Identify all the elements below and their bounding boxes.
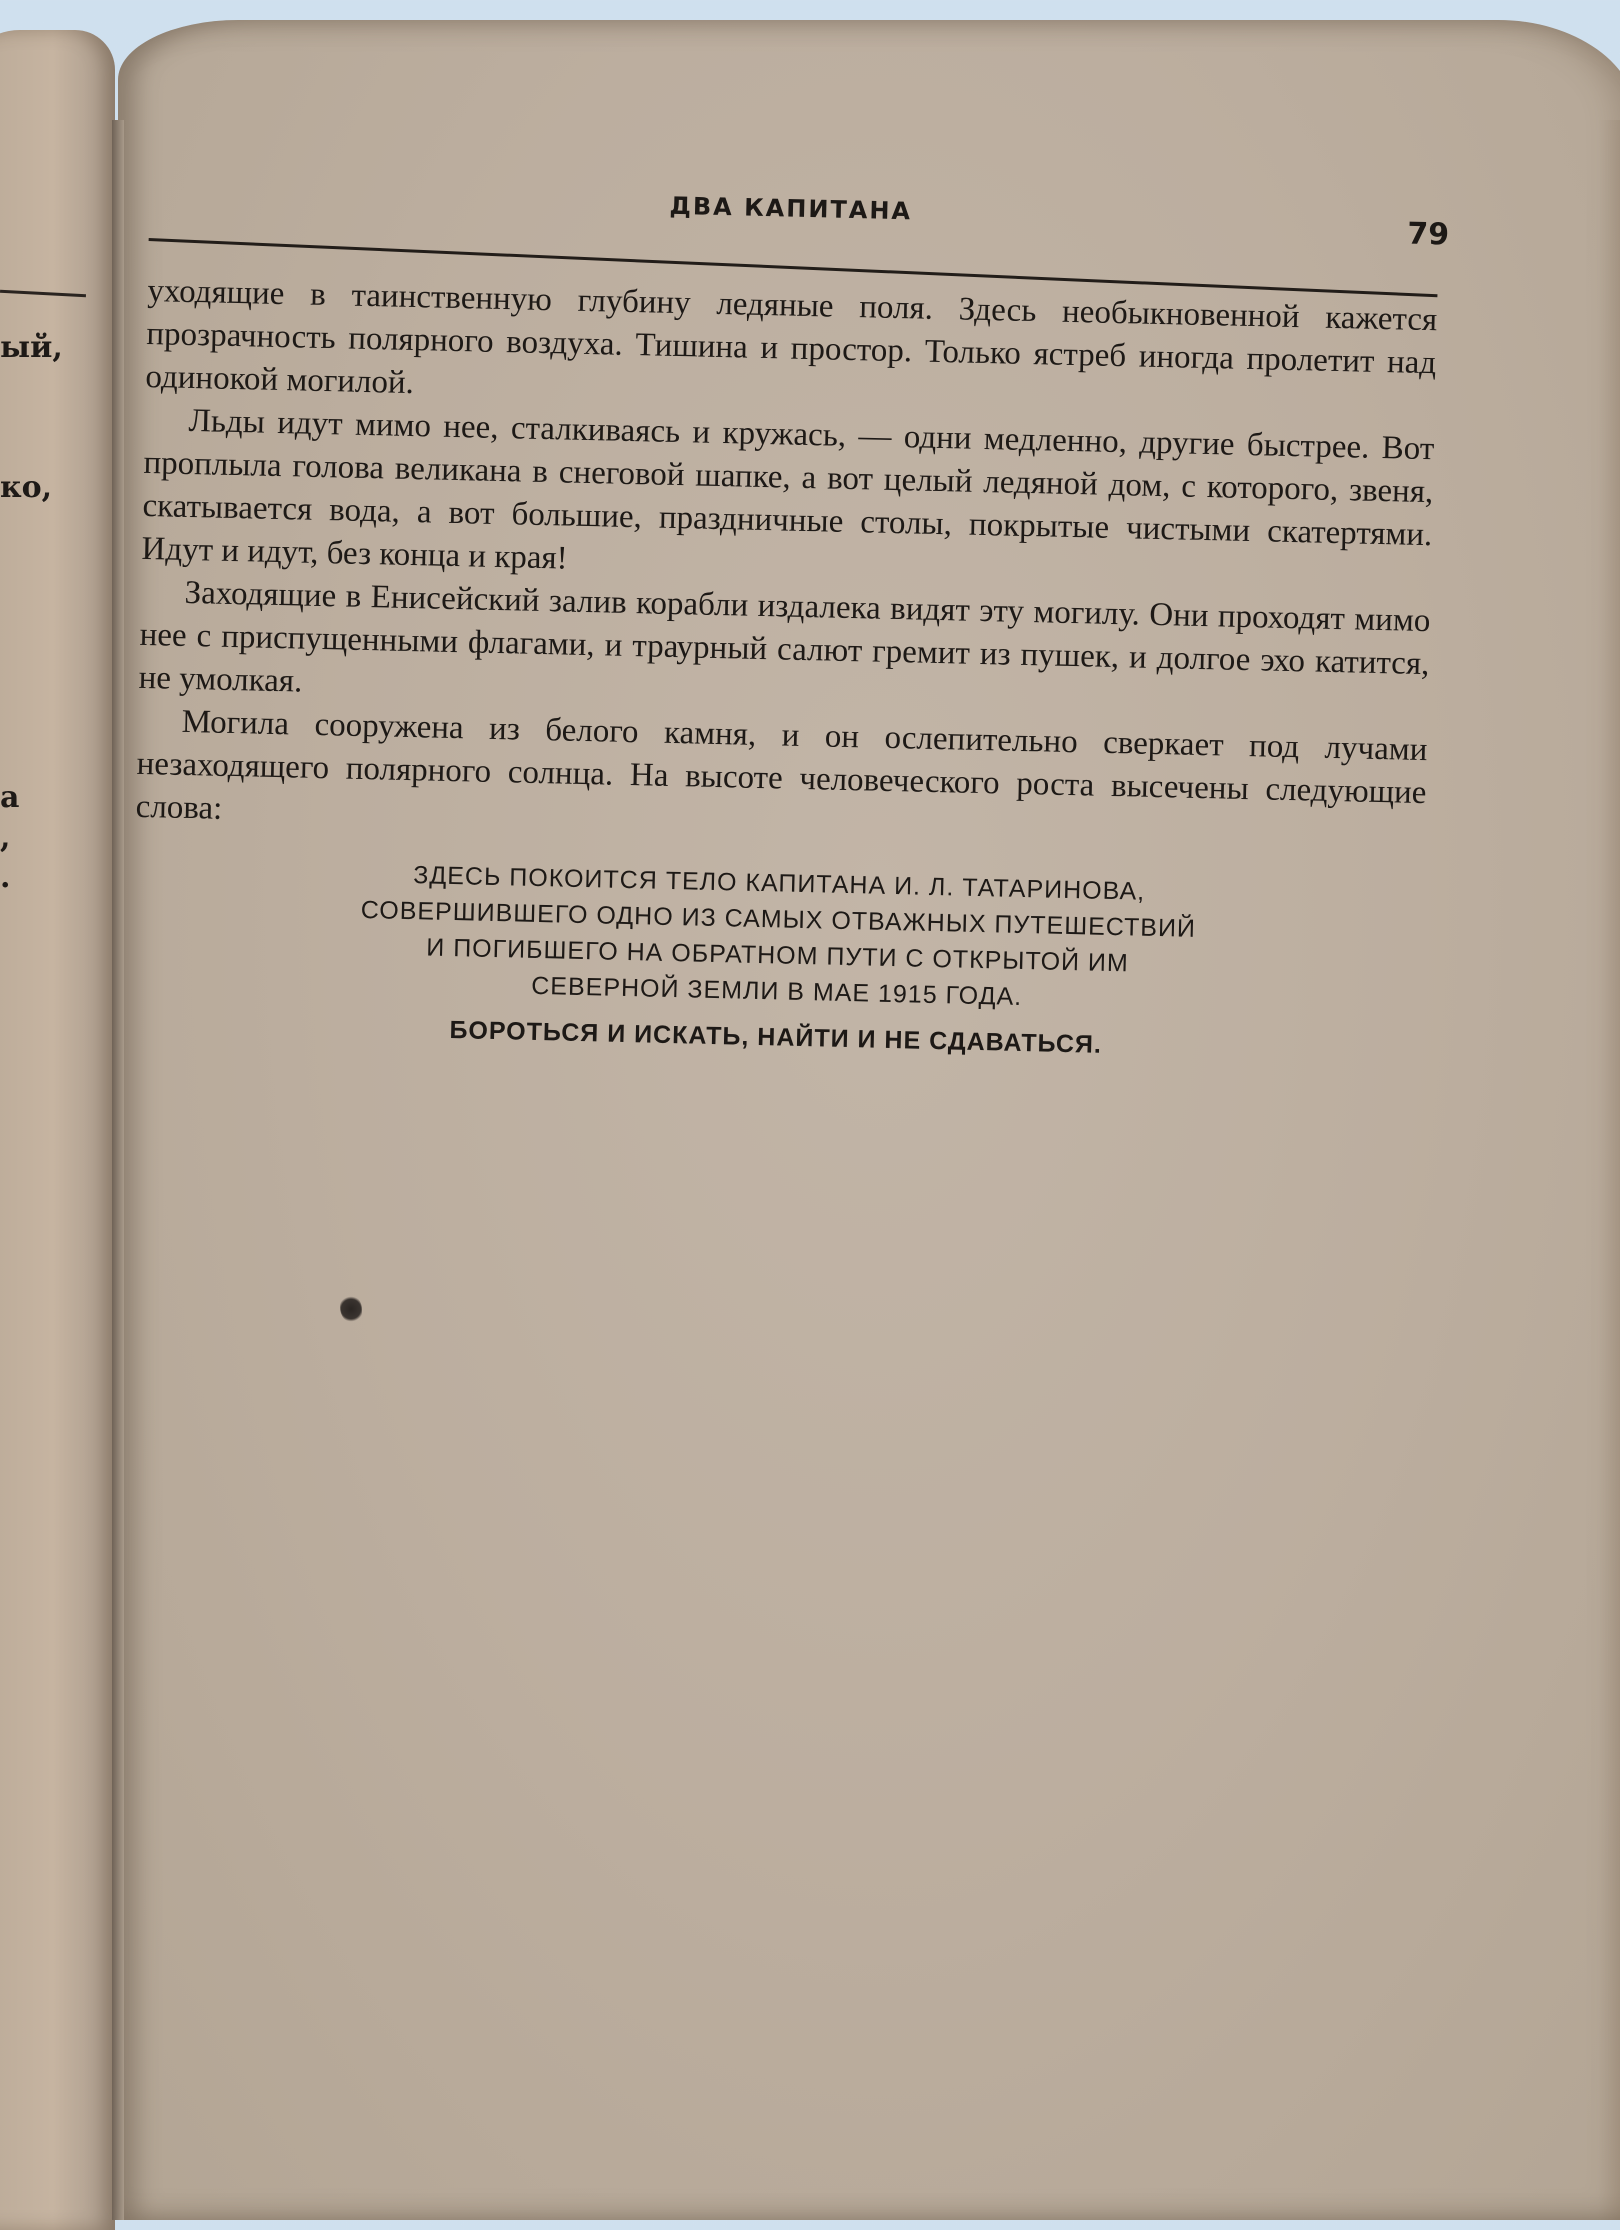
left-page-fragment: а [0,780,20,815]
book-gutter [112,120,124,2220]
page-content [130,180,1469,1071]
body-text [135,270,1437,858]
epitaph-motto: БОРОТЬСЯ И ИСКАТЬ, НАЙТИ И НЕ СДАВАТЬСЯ. [449,1016,1103,1059]
paragraph: Заходящие в Енисейский залив корабли издалека видят эту могилу. Они проходят мимо нее с приспущенными флагами, и траурный салют гремит из пушек, и долгое эхо катится, не умолкая. [138,574,1431,700]
epitaph-line: СЕВЕРНОЙ ЗЕМЛИ В МАЕ 1915 ГОДА. [530,971,1023,1011]
paragraph: Могила сооружена из белого камня, и он ослепительно сверкает под лучами незаходящего полярного солнца. На высоте человеческого роста высечены следующие слова: [135,703,1428,827]
epitaph-line: СОВЕРШИВШЕГО ОДНО ИЗ САМЫХ ОТВАЖНЫХ ПУТЕШЕСТВИЙ [360,895,1197,943]
page-number: 79 [1406,216,1450,253]
ink-stain [340,1295,362,1323]
left-page-fragment: . [0,860,11,895]
left-page [0,30,115,2230]
left-page-fragment: ый, [0,330,63,365]
epitaph-inscription [130,851,1424,1070]
epitaph-line: И ПОГИБШЕГО НА ОБРАТНОМ ПУТИ С ОТКРЫТОЙ ИМ [426,933,1130,978]
left-header-rule [0,290,86,297]
left-page-fragment: ко, [0,470,53,505]
paragraph: Льды идут мимо нее, сталкиваясь и кружась, — одни медленно, другие быстрее. Вот проплыла голова великана в снеговой шапке, а вот целый ледяной дом, с которого, звеня, скатывается вода, а вот большие, праздничные столы, покрытые чистыми скатертями. Идут и идут, без конца и края! [141,402,1435,577]
epitaph-line: ЗДЕСЬ ПОКОИТСЯ ТЕЛО КАПИТАНА И. Л. ТАТАРИНОВА, [412,861,1146,906]
paragraph: уходящие в таинственную глубину ледяные поля. Здесь необыкновенной кажется прозрачность полярного воздуха. Тишина и простор. Только ястреб иногда пролетит над одинокой могилой. [145,272,1438,402]
left-page-fragment: , [0,820,11,855]
running-title: ДВА КАПИТАНА [669,191,913,226]
page-edge-shadow [1598,120,1620,2220]
